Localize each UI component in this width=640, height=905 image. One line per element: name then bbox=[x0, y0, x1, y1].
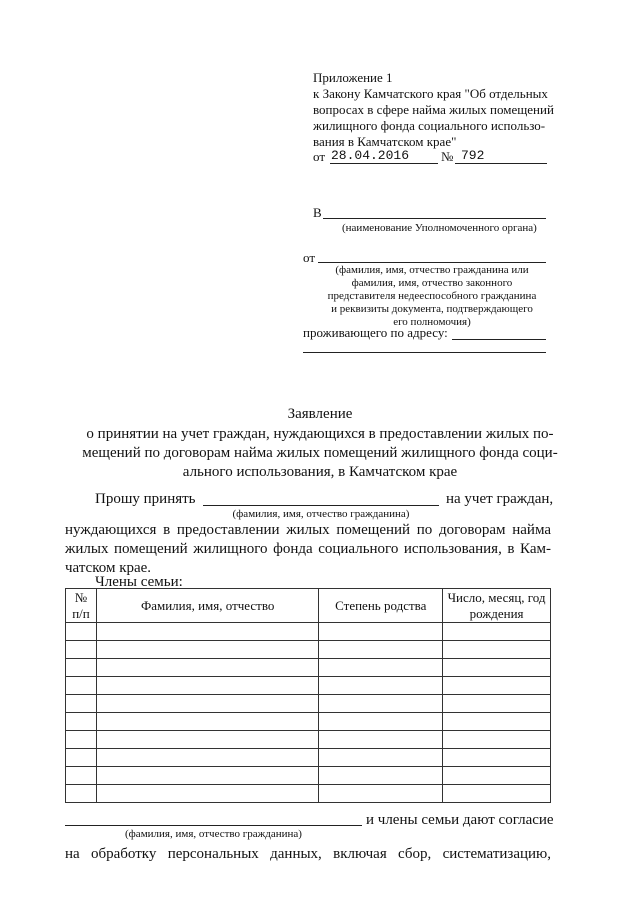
para-line-1: нуждающихся в предоставлении жилых помещений по договорам найма bbox=[65, 522, 551, 538]
request-start: Прошу принять bbox=[95, 491, 196, 507]
request-end: на учет граждан, bbox=[446, 491, 554, 507]
appendix-line-5: вания в Камчатском крае" bbox=[313, 134, 457, 149]
from-field[interactable] bbox=[318, 262, 546, 263]
para-line-3: чатском крае. bbox=[65, 560, 152, 576]
consent-text: и члены семьи дают согласие bbox=[366, 812, 554, 828]
address-field-1[interactable] bbox=[452, 339, 546, 340]
from-hint-line-5: его полномочия) bbox=[393, 316, 471, 328]
date-underline bbox=[330, 163, 438, 164]
table-row bbox=[66, 641, 551, 659]
title-line-1: о принятии на учет граждан, нуждающихся в предоставлении жилых по- bbox=[86, 426, 554, 442]
title-heading: Заявление bbox=[287, 406, 353, 422]
col-number-header bbox=[66, 589, 97, 623]
table-cell[interactable] bbox=[443, 641, 551, 659]
table-body bbox=[66, 623, 551, 803]
table-cell[interactable] bbox=[66, 713, 97, 731]
table-cell[interactable] bbox=[96, 623, 318, 641]
table-cell[interactable] bbox=[443, 713, 551, 731]
table-row bbox=[66, 677, 551, 695]
table-cell[interactable] bbox=[319, 785, 443, 803]
family-members-table bbox=[65, 588, 551, 803]
table-cell[interactable] bbox=[443, 767, 551, 785]
title-line-2: мещений по договорам найма жилых помещений жилищного фонда соци- bbox=[82, 445, 558, 461]
col-birthdate-header bbox=[443, 589, 551, 623]
table-cell[interactable] bbox=[96, 659, 318, 677]
table-cell[interactable] bbox=[319, 731, 443, 749]
to-label: В bbox=[313, 205, 322, 220]
family-label: Члены семьи: bbox=[95, 574, 183, 590]
to-field[interactable] bbox=[323, 218, 546, 219]
number-underline bbox=[455, 163, 547, 164]
title-line-3: ального использования, в Камчатском крае bbox=[182, 464, 458, 480]
consent-name-field[interactable] bbox=[65, 825, 362, 826]
table-cell[interactable] bbox=[319, 713, 443, 731]
from-hint-line-1: (фамилия, имя, отчество гражданина или bbox=[335, 264, 529, 276]
table-cell[interactable] bbox=[443, 659, 551, 677]
col-fullname-header: Фамилия, имя, отчество bbox=[96, 589, 318, 623]
table-row bbox=[66, 785, 551, 803]
table-cell[interactable] bbox=[96, 713, 318, 731]
appendix-line-3: вопросах в сфере найма жилых помещений bbox=[313, 102, 554, 117]
col-birthdate-line-2: рождения bbox=[469, 605, 524, 621]
table-cell[interactable] bbox=[319, 623, 443, 641]
table-cell[interactable] bbox=[66, 767, 97, 785]
table-cell[interactable] bbox=[96, 731, 318, 749]
appendix-number-label: № bbox=[441, 149, 454, 164]
table-cell[interactable] bbox=[443, 677, 551, 695]
table-cell[interactable] bbox=[66, 785, 97, 803]
table-row bbox=[66, 713, 551, 731]
table-cell[interactable] bbox=[66, 695, 97, 713]
table-row bbox=[66, 731, 551, 749]
table-cell[interactable] bbox=[319, 677, 443, 695]
table-row bbox=[66, 749, 551, 767]
table-cell[interactable] bbox=[443, 695, 551, 713]
table-row bbox=[66, 767, 551, 785]
appendix-line-4: жилищного фонда социального использо- bbox=[313, 118, 546, 133]
appendix-date: 28.04.2016 bbox=[331, 148, 410, 163]
from-hint-line-2: фамилия, имя, отчество законного bbox=[351, 277, 513, 289]
table-header-row bbox=[66, 589, 551, 623]
table-cell[interactable] bbox=[66, 641, 97, 659]
from-hint-line-4: и реквизиты документа, подтверждающего bbox=[331, 303, 533, 315]
table-cell[interactable] bbox=[319, 641, 443, 659]
table-cell[interactable] bbox=[66, 749, 97, 767]
table-row bbox=[66, 659, 551, 677]
consent-last-line: на обработку персональных данных, включая сбор, систематизацию, bbox=[65, 846, 551, 862]
citizen-name-hint: (фамилия, имя, отчество гражданина) bbox=[232, 508, 410, 520]
consent-hint: (фамилия, имя, отчество гражданина) bbox=[125, 828, 302, 840]
table-cell[interactable] bbox=[319, 659, 443, 677]
table-cell[interactable] bbox=[96, 785, 318, 803]
table-cell[interactable] bbox=[443, 785, 551, 803]
appendix-from-label: от bbox=[313, 149, 326, 164]
address-label: проживающего по адресу: bbox=[303, 325, 448, 340]
table-cell[interactable] bbox=[96, 695, 318, 713]
table-cell[interactable] bbox=[66, 623, 97, 641]
table-row bbox=[66, 695, 551, 713]
table-cell[interactable] bbox=[443, 731, 551, 749]
table-cell[interactable] bbox=[66, 677, 97, 695]
table-cell[interactable] bbox=[319, 695, 443, 713]
table-cell[interactable] bbox=[96, 749, 318, 767]
appendix-line-2: к Закону Камчатского края "Об отдельных bbox=[313, 86, 548, 101]
col-relation-header: Степень родства bbox=[319, 589, 443, 623]
table-cell[interactable] bbox=[66, 659, 97, 677]
table-cell[interactable] bbox=[443, 749, 551, 767]
from-hint-line-3: представителя недееспособного гражданина bbox=[327, 290, 537, 302]
appendix-title: Приложение 1 bbox=[313, 70, 393, 85]
table-cell[interactable] bbox=[319, 749, 443, 767]
col-number-line-2: п/п bbox=[72, 605, 90, 621]
to-hint: (наименование Уполномоченного органа) bbox=[342, 222, 537, 234]
table-cell[interactable] bbox=[96, 767, 318, 785]
table-cell[interactable] bbox=[66, 731, 97, 749]
col-number-line-1: № bbox=[74, 589, 88, 605]
para-line-2: жилых помещений жилищного фонда социального использования, в Кам- bbox=[65, 541, 551, 557]
table-cell[interactable] bbox=[96, 641, 318, 659]
appendix-number: 792 bbox=[461, 148, 485, 163]
table-row bbox=[66, 623, 551, 641]
address-field-2[interactable] bbox=[303, 352, 546, 353]
table-cell[interactable] bbox=[96, 677, 318, 695]
table-cell[interactable] bbox=[319, 767, 443, 785]
table-cell[interactable] bbox=[443, 623, 551, 641]
from-hint bbox=[318, 264, 546, 329]
from-label: от bbox=[303, 250, 316, 265]
col-birthdate-line-1: Число, месяц, год bbox=[447, 589, 546, 605]
citizen-name-field[interactable] bbox=[203, 505, 439, 506]
